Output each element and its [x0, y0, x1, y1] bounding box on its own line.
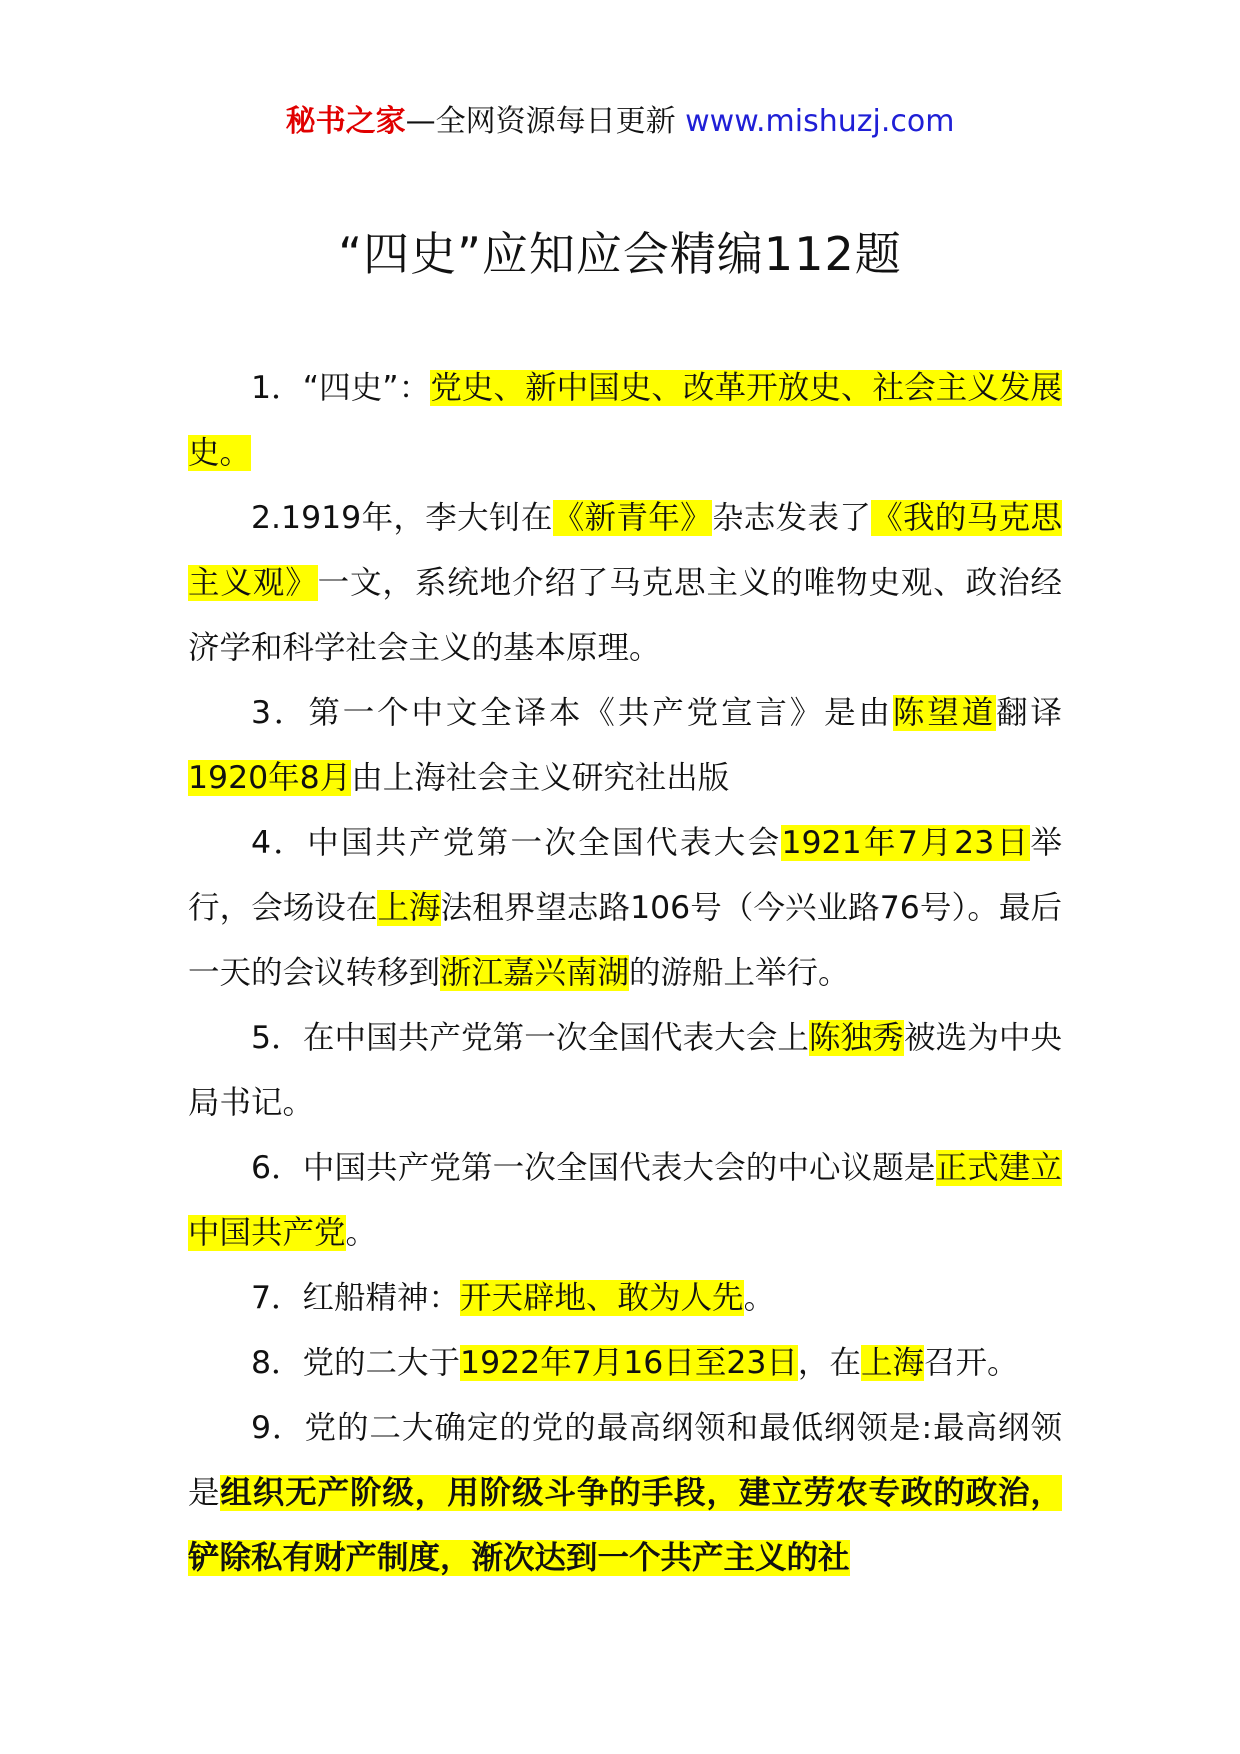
question-text: 翻译	[996, 695, 1062, 731]
site-header	[0, 100, 1240, 144]
question-text: 8．党的二大于	[251, 1345, 461, 1381]
question-text: 9．党的二大确定的党的最高纲领和最低纲领是:最高纲领是	[188, 1410, 1062, 1511]
question-text: 。	[743, 1280, 776, 1316]
question-text: 的游船上举行。	[629, 955, 850, 991]
question-text: 。	[345, 1215, 378, 1251]
question-text: 6．中国共产党第一次全国代表大会的中心议题是	[251, 1150, 936, 1186]
site-url-link[interactable]: www.mishuzj.com	[685, 104, 955, 139]
question-item	[188, 1006, 1062, 1136]
document-body	[188, 356, 1062, 1591]
highlighted-answer: 组织无产阶级，用阶级斗争的手段，建立劳农专政的政治，铲除私有财产制度，渐次达到一个共产主义的社	[188, 1475, 1062, 1576]
question-text: 法租界望志路106号（今兴业路76号）。最后一天的会议转移到	[188, 890, 1062, 991]
question-text: 2.1919年，李大钊在	[251, 500, 553, 536]
question-item	[188, 1331, 1062, 1396]
highlighted-answer: 1920年8月	[188, 760, 352, 796]
question-item	[188, 486, 1062, 681]
highlighted-answer: 党史、新中国史、改革开放史、社会主义发展史。	[188, 370, 1062, 471]
header-tagline: —全网资源每日更新	[405, 104, 686, 139]
highlighted-answer: 上海	[377, 890, 441, 926]
question-text: 1．“四史”：	[251, 370, 431, 406]
highlighted-answer: 陈望道	[892, 695, 997, 731]
highlighted-answer: 《我的马克思主义观》	[188, 500, 1062, 601]
question-text: 5．在中国共产党第一次全国代表大会上	[251, 1020, 810, 1056]
highlighted-answer: 上海	[860, 1345, 924, 1381]
highlighted-answer: 1922年7月16日至23日	[460, 1345, 798, 1381]
brand-name: 秘书之家	[285, 104, 406, 139]
question-text: 4．中国共产党第一次全国代表大会	[251, 825, 782, 861]
highlighted-answer: 开天辟地、敢为人先	[460, 1280, 744, 1316]
question-text: 3．第一个中文全译本《共产党宣言》是由	[251, 695, 893, 731]
question-item	[188, 1136, 1062, 1266]
question-text: 召开。	[923, 1345, 1019, 1381]
highlighted-answer: 《新青年》	[552, 500, 712, 536]
document-title: “四史”应知应会精编112题	[338, 227, 902, 281]
question-item	[188, 1266, 1062, 1331]
highlighted-answer: 1921年7月23日	[781, 825, 1031, 861]
highlighted-answer: 陈独秀	[809, 1020, 904, 1056]
question-item	[188, 356, 1062, 486]
question-text: 一文，系统地介绍了马克思主义的唯物史观、政治经济学和科学社会主义的基本原理。	[188, 565, 1062, 666]
question-text: 被选为中央局书记。	[188, 1020, 1062, 1121]
question-text: ，在	[797, 1345, 861, 1381]
question-item	[188, 1396, 1062, 1591]
question-item	[188, 681, 1062, 811]
question-text: 杂志发表了	[711, 500, 872, 536]
question-text: 由上海社会主义研究社出版	[351, 760, 730, 796]
question-text: 7．红船精神：	[251, 1280, 461, 1316]
highlighted-answer: 浙江嘉兴南湖	[440, 955, 630, 991]
highlighted-answer: 正式建立中国共产党	[188, 1150, 1062, 1251]
question-text: 举行，会场设在	[188, 825, 1062, 926]
question-item	[188, 811, 1062, 1006]
